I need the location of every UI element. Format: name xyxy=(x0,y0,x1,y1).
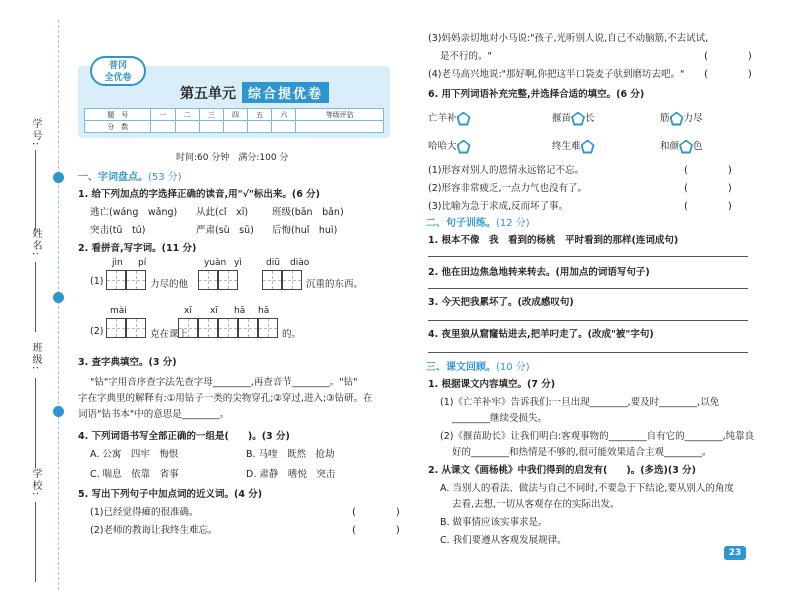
score-table xyxy=(84,108,384,133)
q2-sub-label: (1) xyxy=(90,276,104,287)
pinyin: mài xyxy=(110,306,127,316)
q1-option[interactable]: 从此(cǐ xī) xyxy=(196,207,249,218)
cut-line xyxy=(58,20,59,590)
s2-q4: 4. 夜里狼从窟窿钻进去,把羊叼走了。(改成"被"字句) xyxy=(428,329,654,340)
page-title xyxy=(180,82,329,103)
q2-sub-label: (2) xyxy=(90,326,104,337)
s2-q1: 1. 根本不像 我 看到的杨桃 平时看到的那样(连词成句) xyxy=(428,235,679,246)
score-cell: 等级评估 xyxy=(296,109,384,121)
answer-paren[interactable]: ( ) xyxy=(352,507,400,518)
badge-top-text: 普冈 xyxy=(108,61,127,71)
score-cell[interactable]: 分 数 xyxy=(85,121,151,133)
series-badge xyxy=(90,56,146,86)
q3-line: 词语"钻书本"中的意思是________。 xyxy=(78,409,230,420)
score-cell: 题 号 xyxy=(85,109,151,121)
q1-option[interactable]: 逃亡(wáng wǎng) xyxy=(90,207,178,218)
badge-bottom-text: 全优卷 xyxy=(104,73,132,83)
q6-word: 和颜 色 xyxy=(660,141,703,152)
binding-margin xyxy=(0,0,62,602)
q5-line: (3)妈妈亲切地对小马说:"孩子,光听别人说,自己不动脑筋,不去试试, xyxy=(428,33,709,44)
writing-grid[interactable] xyxy=(106,270,146,290)
q2-text: 力尽的他 xyxy=(150,279,189,290)
pinyin: diū xyxy=(266,258,280,268)
score-table-row xyxy=(85,109,384,121)
pinyin: pí xyxy=(138,258,147,268)
q5-line: (1)已经觉得瘫的很准确。 xyxy=(90,507,199,518)
section-1-title: 一、字词盘点。(53 分) xyxy=(78,172,182,183)
score-cell[interactable] xyxy=(296,121,384,133)
time-info: 时间:60 分钟 满分:100 分 xyxy=(176,153,289,163)
binding-dot xyxy=(53,172,64,183)
score-cell[interactable] xyxy=(223,121,247,133)
writing-grid[interactable] xyxy=(178,318,278,338)
pentagon-blank-icon[interactable] xyxy=(581,140,595,154)
section-3-title: 三、课文回顾。(10 分) xyxy=(426,362,530,373)
q6-title: 6. 用下列词语补充完整,并选择合适的填空。(6 分) xyxy=(428,89,645,100)
pinyin: jìn xyxy=(112,258,123,268)
q2-text: 克在课上 xyxy=(150,329,189,340)
section-2-title: 二、句子训练。(12 分) xyxy=(426,218,530,229)
q5-line: (4)老马高兴地说:"那好啊,你把这半口袋麦子驮到磨坊去吧。" xyxy=(428,69,685,80)
score-cell: 三 xyxy=(199,109,223,121)
q4-title: 4. 下列词语书写全部正确的一组是( )。(3 分) xyxy=(78,431,290,442)
q6-sentence: (2)形容非常疲乏,一点力气也没有了。 xyxy=(428,183,587,194)
answer-paren[interactable]: ( ) xyxy=(684,201,732,212)
q4-option-c[interactable]: C. 喘息 依靠 省事 xyxy=(90,469,179,480)
pinyin: diào xyxy=(290,258,310,268)
student-id-field[interactable] xyxy=(35,150,36,230)
q2-title: 2. 看拼音,写字词。(11 分) xyxy=(78,243,197,254)
pentagon-blank-icon[interactable] xyxy=(457,112,471,126)
score-cell[interactable] xyxy=(272,121,296,133)
q6-word: 揠苗 长 xyxy=(552,113,595,124)
q1-option[interactable]: 后悔(huǐ huì) xyxy=(272,225,338,236)
q2-text: 沉重的东西。 xyxy=(306,279,364,290)
s3-q2: 2. 从课文《画杨桃》中我们得到的启发有( )。(多选)(3 分) xyxy=(428,465,696,476)
answer-line[interactable] xyxy=(428,352,748,353)
answer-paren[interactable]: ( ) xyxy=(684,165,732,176)
pinyin: xī xyxy=(184,306,192,316)
unit-title: 第五单元 xyxy=(180,86,236,102)
score-cell: 二 xyxy=(175,109,199,121)
answer-line[interactable] xyxy=(428,320,748,321)
q1-title: 1. 给下列加点的字选择正确的读音,用"√"标出来。(6 分) xyxy=(78,189,320,200)
score-cell[interactable] xyxy=(175,121,199,133)
writing-grid[interactable] xyxy=(198,270,238,290)
score-cell[interactable] xyxy=(199,121,223,133)
pinyin: yì xyxy=(234,258,242,268)
s3-option-a-cont: 去看,去想,一切从客观存在的实际出发。 xyxy=(452,499,620,510)
answer-paren[interactable]: ( ) xyxy=(352,525,400,536)
s3-option-b[interactable]: B. 做事情应该实事求是。 xyxy=(440,517,548,528)
s3-line: ________继续受损失。 xyxy=(452,413,548,424)
binding-dot xyxy=(53,406,64,417)
answer-paren[interactable]: ( ) xyxy=(684,183,732,194)
s2-q3: 3. 今天把我累坏了。(改成感叹句) xyxy=(428,297,574,308)
q4-option-a[interactable]: A. 公寓 四牢 悔恨 xyxy=(90,449,179,460)
q4-option-d[interactable]: D. 肃静 嗜悦 突击 xyxy=(246,469,336,480)
q6-sentence: (3)比喻为急于求成,反而坏了事。 xyxy=(428,201,568,212)
q2-text: 的。 xyxy=(282,329,302,340)
score-table-row xyxy=(85,121,384,133)
page-number: 23 xyxy=(724,546,746,560)
q3-line: "钻"字用音序查字法先查字母________,再查音节________。"钻" xyxy=(90,377,358,388)
pentagon-blank-icon[interactable] xyxy=(679,140,693,154)
answer-paren[interactable]: ( ) xyxy=(704,69,752,80)
pinyin: hā xyxy=(234,306,246,316)
score-cell[interactable] xyxy=(248,121,272,133)
pentagon-blank-icon[interactable] xyxy=(670,112,684,126)
writing-grid[interactable] xyxy=(106,318,146,338)
exam-tag: 综合提优卷 xyxy=(242,82,329,103)
q5-title: 5. 写出下列句子中加点词的近义词。(4 分) xyxy=(78,489,263,500)
s3-line: (2)《揠苗助长》让我们明白:客观事物的________自有它的________,纯靠良 xyxy=(440,431,755,442)
pentagon-blank-icon[interactable] xyxy=(457,140,471,154)
pinyin: hā xyxy=(258,306,270,316)
score-cell: 五 xyxy=(248,109,272,121)
q6-word: 终生难 xyxy=(552,138,595,154)
pinyin: xī xyxy=(210,306,218,316)
s3-q1: 1. 根据课文内容填空。(7 分) xyxy=(428,379,556,390)
q6-sentence: (1)形容对别人的恩情永远铭记不忘。 xyxy=(428,165,584,176)
q1-option[interactable]: 班级(bān bǎn) xyxy=(272,207,344,218)
q1-option[interactable]: 严肃(sù sū) xyxy=(196,225,254,236)
s3-option-a[interactable]: A. 当别人的看法、做法与自己不同时,不要急于下结论,要从别人的角度 xyxy=(440,483,734,494)
q6-word: 哈哈大 xyxy=(428,138,471,154)
q6-word: 筋 力尽 xyxy=(660,113,703,124)
q5-line: 是不行的。" xyxy=(440,51,492,62)
pentagon-blank-icon[interactable] xyxy=(571,112,585,126)
q3-line: 字在字典里的解释有:①用钻子一类的尖物穿孔;②穿过,进入;③钻研。在 xyxy=(78,393,373,404)
q3-title: 3. 查字典填空。(3 分) xyxy=(78,357,177,368)
score-cell: 六 xyxy=(272,109,296,121)
binding-dot xyxy=(53,292,64,303)
s3-option-c[interactable]: C. 我们要遵从客观发展规律。 xyxy=(440,535,567,546)
q5-line: (2)老师的教诲让我终生难忘。 xyxy=(90,525,218,536)
s2-q2: 2. 他在田边焦急地转来转去。(用加点的词语写句子) xyxy=(428,267,650,278)
name-field[interactable] xyxy=(35,262,36,332)
q6-word: 亡羊补 xyxy=(428,110,471,126)
score-cell[interactable] xyxy=(151,121,175,133)
class-field[interactable] xyxy=(35,378,36,468)
writing-grid[interactable] xyxy=(262,270,302,290)
s3-line: 好的________和热情是不够的,很可能效果适合主观________。 xyxy=(452,447,712,458)
answer-paren[interactable]: ( ) xyxy=(704,51,752,62)
school-field[interactable] xyxy=(35,502,36,582)
class-label: 班级: xyxy=(30,342,41,372)
pinyin: yuàn xyxy=(204,258,227,268)
school-label: 学校: xyxy=(30,468,41,498)
answer-line[interactable] xyxy=(428,288,748,289)
s3-line: (1)《亡羊补牢》告诉我们:一旦出现________,要及时________,以免 xyxy=(440,397,720,408)
q4-option-b[interactable]: B. 马喹 既然 抢劫 xyxy=(246,449,335,460)
student-id-label: 学号: xyxy=(30,118,41,148)
answer-line[interactable] xyxy=(428,256,748,257)
q1-option[interactable]: 突击(tū tú) xyxy=(90,225,146,236)
name-label: 姓名: xyxy=(30,228,41,258)
score-cell: 一 xyxy=(151,109,175,121)
score-cell: 四 xyxy=(223,109,247,121)
